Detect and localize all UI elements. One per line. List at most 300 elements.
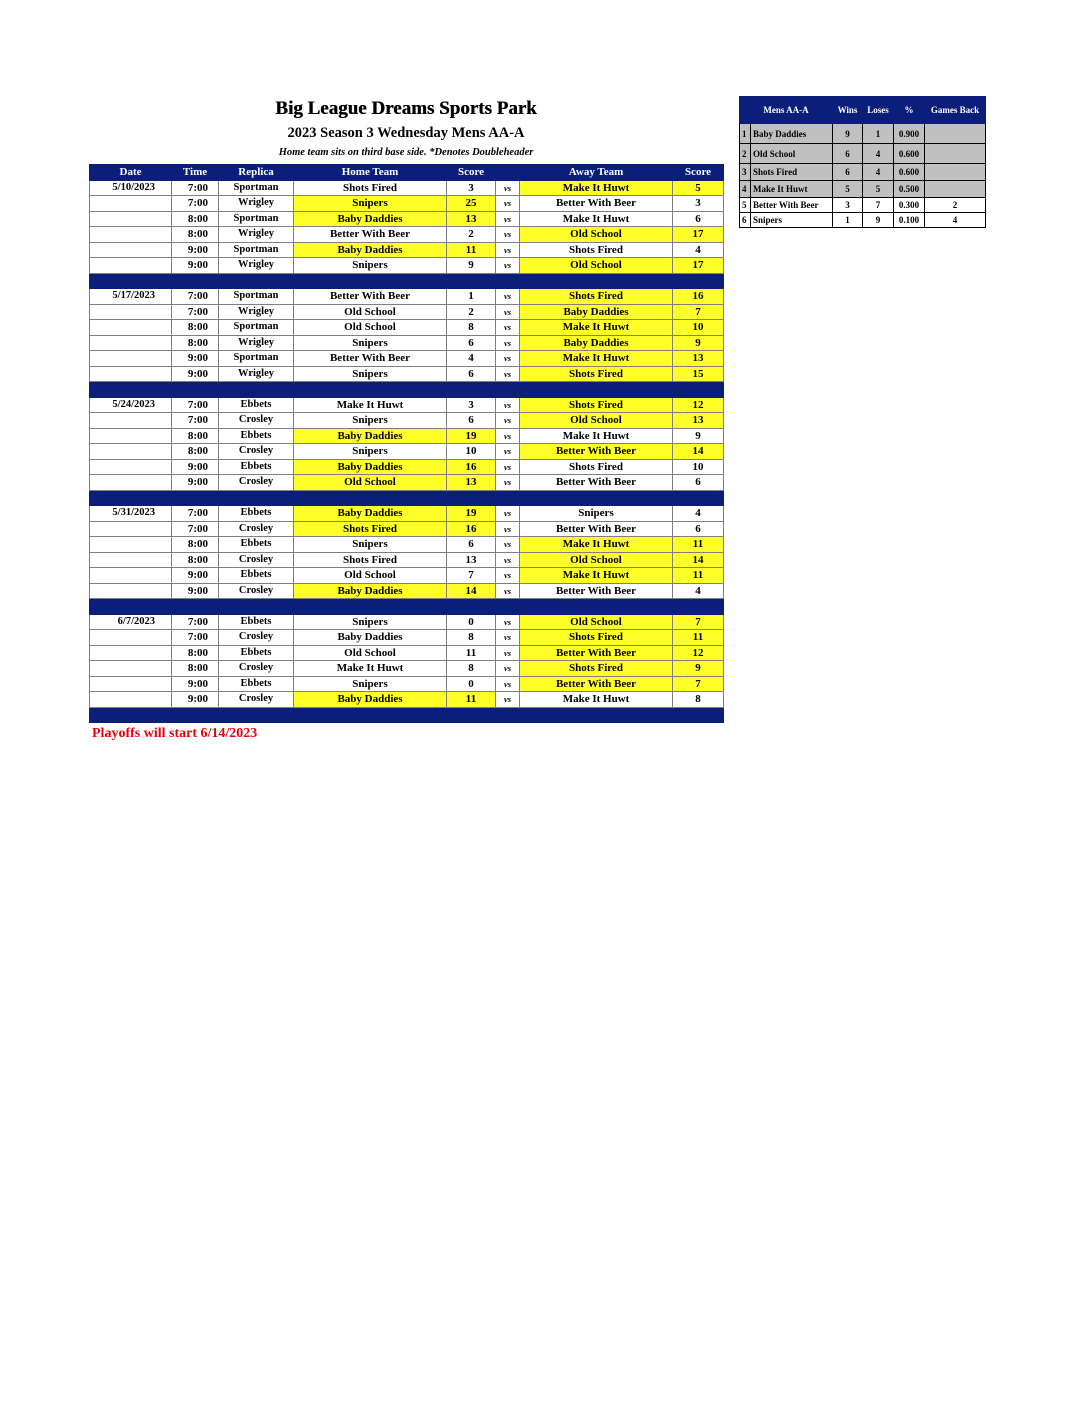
game-replica: Wrigley [219, 258, 294, 274]
game-row [90, 661, 724, 677]
game-time: 8:00 [172, 552, 219, 568]
game-replica: Ebbets [219, 676, 294, 692]
game-date: 5/24/2023 [90, 397, 172, 413]
away-score: 4 [673, 506, 724, 522]
week-separator [90, 599, 724, 615]
game-date [90, 335, 172, 351]
home-team: Better With Beer [294, 351, 447, 367]
home-score: 0 [447, 676, 496, 692]
away-score: 17 [673, 258, 724, 274]
vs-label: vs [496, 692, 520, 708]
game-row [90, 335, 724, 351]
game-replica: Sportman [219, 180, 294, 196]
standings-header-loses: Loses [863, 97, 894, 124]
game-replica: Crosley [219, 521, 294, 537]
standings-row [740, 213, 986, 228]
game-row [90, 645, 724, 661]
standings-team: Shots Fired [751, 164, 833, 181]
home-score: 10 [447, 444, 496, 460]
away-score: 13 [673, 351, 724, 367]
col-header-away-score: Score [673, 165, 724, 181]
vs-label: vs [496, 351, 520, 367]
standings-wins: 6 [833, 164, 863, 181]
game-row [90, 521, 724, 537]
home-score: 3 [447, 397, 496, 413]
season-subtitle: 2023 Season 3 Wednesday Mens AA-A [287, 125, 525, 141]
game-replica: Ebbets [219, 506, 294, 522]
game-time: 7:00 [172, 521, 219, 537]
game-row [90, 196, 724, 212]
vs-label: vs [496, 397, 520, 413]
standings-row [740, 124, 986, 144]
home-team: Snipers [294, 676, 447, 692]
game-row [90, 428, 724, 444]
away-team: Make It Huwt [520, 692, 673, 708]
home-team: Snipers [294, 196, 447, 212]
home-team: Old School [294, 475, 447, 491]
vs-label: vs [496, 552, 520, 568]
vs-label: vs [496, 676, 520, 692]
game-row [90, 242, 724, 258]
home-score: 11 [447, 692, 496, 708]
game-replica: Wrigley [219, 366, 294, 382]
separator-cell [219, 707, 294, 723]
home-score: 6 [447, 537, 496, 553]
home-team: Snipers [294, 537, 447, 553]
home-team: Better With Beer [294, 289, 447, 305]
home-score: 11 [447, 645, 496, 661]
away-score: 12 [673, 397, 724, 413]
vs-label: vs [496, 366, 520, 382]
game-replica: Ebbets [219, 537, 294, 553]
standings-header-wins: Wins [833, 97, 863, 124]
separator-cell [294, 599, 447, 615]
game-replica: Crosley [219, 692, 294, 708]
vs-label: vs [496, 521, 520, 537]
game-date [90, 227, 172, 243]
game-row [90, 211, 724, 227]
game-date: 5/17/2023 [90, 289, 172, 305]
separator-cell [520, 599, 673, 615]
game-time: 7:00 [172, 397, 219, 413]
game-date: 6/7/2023 [90, 614, 172, 630]
separator-cell [172, 490, 219, 506]
away-team: Baby Daddies [520, 304, 673, 320]
standings-header-row [740, 97, 986, 124]
game-time: 9:00 [172, 242, 219, 258]
separator-cell [294, 490, 447, 506]
game-row [90, 676, 724, 692]
away-team: Better With Beer [520, 521, 673, 537]
game-date [90, 537, 172, 553]
schedule-body [90, 180, 724, 723]
game-date [90, 475, 172, 491]
away-score: 7 [673, 676, 724, 692]
game-date [90, 630, 172, 646]
standings-pct: 0.600 [894, 164, 925, 181]
game-row [90, 351, 724, 367]
game-time: 9:00 [172, 366, 219, 382]
away-score: 5 [673, 180, 724, 196]
home-score: 8 [447, 661, 496, 677]
vs-label: vs [496, 444, 520, 460]
game-row [90, 506, 724, 522]
separator-cell [219, 490, 294, 506]
separator-cell [294, 707, 447, 723]
standings-loses: 7 [863, 198, 894, 213]
separator-cell [219, 382, 294, 398]
away-team: Make It Huwt [520, 211, 673, 227]
game-replica: Crosley [219, 630, 294, 646]
game-row [90, 630, 724, 646]
home-team: Shots Fired [294, 180, 447, 196]
week-separator [90, 707, 724, 723]
game-date [90, 211, 172, 227]
separator-cell [447, 707, 496, 723]
standings-games-back [925, 164, 986, 181]
home-team: Old School [294, 645, 447, 661]
away-team: Better With Beer [520, 645, 673, 661]
home-score: 16 [447, 459, 496, 475]
away-score: 9 [673, 335, 724, 351]
game-row [90, 258, 724, 274]
standings-team: Better With Beer [751, 198, 833, 213]
vs-label: vs [496, 258, 520, 274]
vs-label: vs [496, 289, 520, 305]
game-time: 9:00 [172, 459, 219, 475]
home-score: 13 [447, 475, 496, 491]
game-row [90, 568, 724, 584]
col-header-replica: Replica [219, 165, 294, 181]
separator-cell [294, 382, 447, 398]
standings-team: Old School [751, 144, 833, 164]
home-team: Old School [294, 568, 447, 584]
home-score: 11 [447, 242, 496, 258]
away-score: 7 [673, 614, 724, 630]
game-date [90, 366, 172, 382]
game-time: 9:00 [172, 583, 219, 599]
game-replica: Ebbets [219, 428, 294, 444]
away-score: 11 [673, 568, 724, 584]
game-time: 8:00 [172, 211, 219, 227]
away-score: 13 [673, 413, 724, 429]
away-team: Better With Beer [520, 475, 673, 491]
separator-cell [90, 599, 172, 615]
home-team: Baby Daddies [294, 506, 447, 522]
home-team: Shots Fired [294, 521, 447, 537]
game-time: 9:00 [172, 568, 219, 584]
away-score: 11 [673, 630, 724, 646]
home-score: 9 [447, 258, 496, 274]
standings-loses: 9 [863, 213, 894, 228]
vs-label: vs [496, 475, 520, 491]
col-header-vs [496, 165, 520, 181]
home-score: 4 [447, 351, 496, 367]
separator-cell [673, 599, 724, 615]
game-date [90, 413, 172, 429]
vs-label: vs [496, 242, 520, 258]
away-score: 16 [673, 289, 724, 305]
vs-label: vs [496, 227, 520, 243]
away-score: 4 [673, 583, 724, 599]
game-time: 9:00 [172, 258, 219, 274]
away-team: Shots Fired [520, 630, 673, 646]
standings-games-back [925, 124, 986, 144]
home-score: 8 [447, 320, 496, 336]
game-row [90, 583, 724, 599]
separator-cell [172, 707, 219, 723]
game-date [90, 304, 172, 320]
game-replica: Ebbets [219, 614, 294, 630]
separator-cell [520, 707, 673, 723]
home-score: 14 [447, 583, 496, 599]
game-replica: Ebbets [219, 459, 294, 475]
vs-label: vs [496, 614, 520, 630]
standings-rank: 5 [740, 198, 751, 213]
game-time: 7:00 [172, 196, 219, 212]
away-score: 6 [673, 475, 724, 491]
away-team: Old School [520, 227, 673, 243]
away-team: Better With Beer [520, 583, 673, 599]
game-replica: Sportman [219, 211, 294, 227]
game-date [90, 459, 172, 475]
game-replica: Crosley [219, 583, 294, 599]
game-row [90, 614, 724, 630]
separator-cell [673, 707, 724, 723]
vs-label: vs [496, 661, 520, 677]
standings-loses: 4 [863, 164, 894, 181]
game-time: 7:00 [172, 614, 219, 630]
separator-cell [520, 273, 673, 289]
game-date [90, 676, 172, 692]
game-replica: Wrigley [219, 335, 294, 351]
game-replica: Crosley [219, 661, 294, 677]
away-team: Old School [520, 258, 673, 274]
game-row [90, 413, 724, 429]
away-score: 7 [673, 304, 724, 320]
home-score: 8 [447, 630, 496, 646]
away-team: Better With Beer [520, 676, 673, 692]
vs-label: vs [496, 537, 520, 553]
game-date [90, 552, 172, 568]
week-separator [90, 273, 724, 289]
standings-loses: 1 [863, 124, 894, 144]
game-replica: Sportman [219, 320, 294, 336]
game-time: 7:00 [172, 506, 219, 522]
home-team: Baby Daddies [294, 630, 447, 646]
game-time: 7:00 [172, 630, 219, 646]
vs-label: vs [496, 459, 520, 475]
game-replica: Ebbets [219, 568, 294, 584]
game-replica: Sportman [219, 351, 294, 367]
standings-row [740, 164, 986, 181]
game-replica: Sportman [219, 242, 294, 258]
away-score: 15 [673, 366, 724, 382]
col-header-date: Date [90, 165, 172, 181]
game-row [90, 475, 724, 491]
separator-cell [172, 599, 219, 615]
game-date [90, 258, 172, 274]
game-time: 7:00 [172, 289, 219, 305]
vs-label: vs [496, 630, 520, 646]
game-row [90, 459, 724, 475]
game-date [90, 521, 172, 537]
standings-row [740, 181, 986, 198]
separator-cell [673, 273, 724, 289]
vs-label: vs [496, 320, 520, 336]
game-time: 7:00 [172, 413, 219, 429]
separator-cell [447, 599, 496, 615]
separator-cell [90, 273, 172, 289]
standings-wins: 6 [833, 144, 863, 164]
game-replica: Sportman [219, 289, 294, 305]
game-date [90, 692, 172, 708]
home-score: 13 [447, 211, 496, 227]
separator-cell [496, 599, 520, 615]
away-score: 14 [673, 444, 724, 460]
separator-cell [496, 490, 520, 506]
game-time: 8:00 [172, 335, 219, 351]
away-score: 14 [673, 552, 724, 568]
home-score: 19 [447, 506, 496, 522]
home-score: 1 [447, 289, 496, 305]
standings-loses: 4 [863, 144, 894, 164]
separator-cell [673, 490, 724, 506]
separator-cell [90, 490, 172, 506]
away-team: Better With Beer [520, 444, 673, 460]
away-team: Make It Huwt [520, 320, 673, 336]
separator-cell [219, 273, 294, 289]
separator-cell [520, 490, 673, 506]
game-time: 9:00 [172, 692, 219, 708]
home-score: 6 [447, 366, 496, 382]
separator-cell [90, 382, 172, 398]
home-team: Snipers [294, 413, 447, 429]
home-team: Baby Daddies [294, 583, 447, 599]
vs-label: vs [496, 413, 520, 429]
vs-label: vs [496, 506, 520, 522]
away-score: 4 [673, 242, 724, 258]
standings-rank: 4 [740, 181, 751, 198]
standings-games-back: 2 [925, 198, 986, 213]
game-row [90, 304, 724, 320]
standings-rank: 2 [740, 144, 751, 164]
standings-pct: 0.300 [894, 198, 925, 213]
separator-cell [447, 273, 496, 289]
vs-label: vs [496, 568, 520, 584]
separator-cell [447, 490, 496, 506]
game-time: 8:00 [172, 645, 219, 661]
away-score: 17 [673, 227, 724, 243]
game-time: 8:00 [172, 537, 219, 553]
game-replica: Wrigley [219, 196, 294, 212]
home-score: 16 [447, 521, 496, 537]
game-row [90, 397, 724, 413]
standings-games-back: 4 [925, 213, 986, 228]
col-header-home-score: Score [447, 165, 496, 181]
home-team: Snipers [294, 258, 447, 274]
home-score: 25 [447, 196, 496, 212]
game-time: 8:00 [172, 661, 219, 677]
standings-rank: 1 [740, 124, 751, 144]
standings-rank: 6 [740, 213, 751, 228]
col-header-home-team: Home Team [294, 165, 447, 181]
away-team: Old School [520, 614, 673, 630]
standings-body [740, 124, 986, 228]
game-time: 8:00 [172, 428, 219, 444]
week-separator [90, 382, 724, 398]
page-title: Big League Dreams Sports Park [275, 98, 537, 119]
standings-header-division: Mens AA-A [740, 97, 833, 124]
vs-label: vs [496, 583, 520, 599]
standings-pct: 0.600 [894, 144, 925, 164]
home-score: 2 [447, 304, 496, 320]
game-date [90, 645, 172, 661]
home-team: Baby Daddies [294, 692, 447, 708]
game-row [90, 320, 724, 336]
col-header-away-team: Away Team [520, 165, 673, 181]
game-replica: Crosley [219, 413, 294, 429]
game-row [90, 366, 724, 382]
game-time: 8:00 [172, 444, 219, 460]
standings-team: Make It Huwt [751, 181, 833, 198]
standings-games-back [925, 181, 986, 198]
home-team: Baby Daddies [294, 242, 447, 258]
game-row [90, 180, 724, 196]
separator-cell [496, 707, 520, 723]
away-team: Make It Huwt [520, 537, 673, 553]
standings-header-games-back: Games Back [925, 97, 986, 124]
separator-cell [520, 382, 673, 398]
playoffs-notice: Playoffs will start 6/14/2023 [92, 726, 258, 741]
standings-team: Snipers [751, 213, 833, 228]
game-row [90, 227, 724, 243]
away-team: Make It Huwt [520, 428, 673, 444]
away-team: Baby Daddies [520, 335, 673, 351]
home-team: Old School [294, 304, 447, 320]
vs-label: vs [496, 304, 520, 320]
home-team: Baby Daddies [294, 211, 447, 227]
away-team: Better With Beer [520, 196, 673, 212]
away-team: Old School [520, 552, 673, 568]
away-team: Shots Fired [520, 661, 673, 677]
standings-team: Baby Daddies [751, 124, 833, 144]
away-score: 10 [673, 459, 724, 475]
separator-cell [172, 382, 219, 398]
game-date: 5/10/2023 [90, 180, 172, 196]
home-team: Snipers [294, 444, 447, 460]
away-score: 3 [673, 196, 724, 212]
standings-row [740, 144, 986, 164]
separator-cell [496, 382, 520, 398]
separator-cell [90, 707, 172, 723]
standings-rank: 3 [740, 164, 751, 181]
standings-games-back [925, 144, 986, 164]
schedule-note: Home team sits on third base side. *Denotes Doubleheader [278, 147, 534, 158]
game-date [90, 351, 172, 367]
separator-cell [294, 273, 447, 289]
game-date [90, 320, 172, 336]
home-team: Old School [294, 320, 447, 336]
standings-table [739, 96, 986, 228]
game-date [90, 568, 172, 584]
home-score: 0 [447, 614, 496, 630]
game-replica: Crosley [219, 444, 294, 460]
home-team: Make It Huwt [294, 397, 447, 413]
away-team: Old School [520, 413, 673, 429]
home-team: Snipers [294, 366, 447, 382]
game-date [90, 583, 172, 599]
